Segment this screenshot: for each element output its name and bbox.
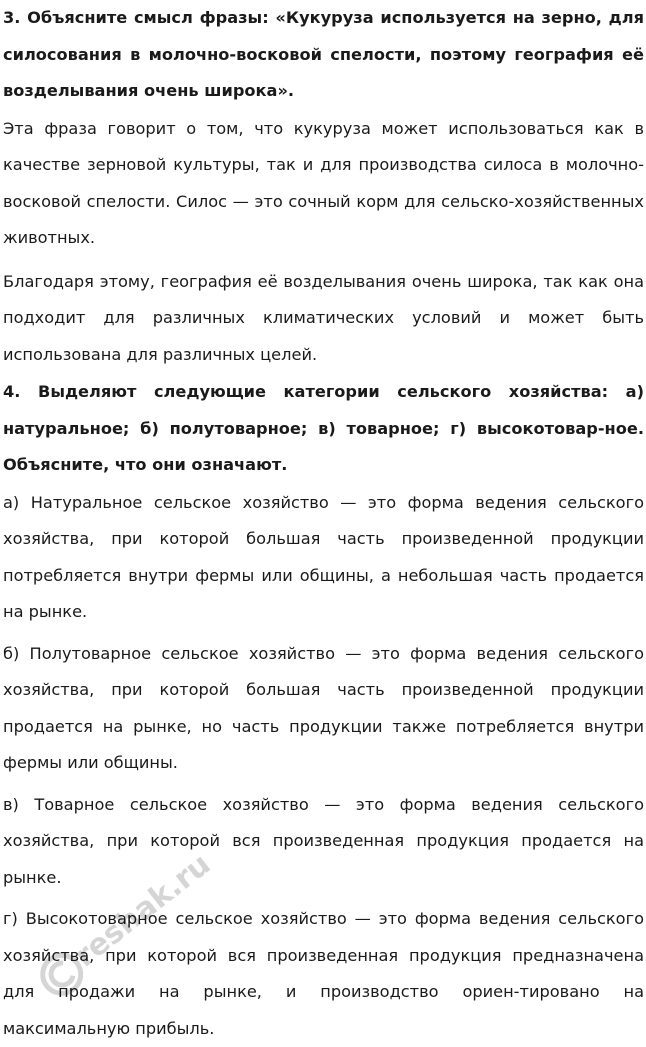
question-4-answer-a: а) Натуральное сельское хозяйство — это форма ведения сельского хозяйства, при которой большая часть произведенной продукции потребляется внутри фермы или общины, а небольшая часть продается на рынке. — [3, 492, 644, 621]
question-3 — [3, 0, 644, 373]
watermark-text: reshak.ru — [67, 846, 218, 975]
question-4-answer-v: в) Товарное сельское хозяйство — это форма ведения сельского хозяйства, при которой вся произведенная продукция продается на рынке. — [3, 794, 644, 887]
question-4 — [3, 374, 644, 1047]
question-3-answer-paragraph-1: Эта фраза говорит о том, что кукуруза может использоваться как в качестве зерновой культуры, так и для производства силоса в молочно-восковой спелости. Силос — это сочный корм для сельско-хозяйственных животных. — [3, 118, 644, 247]
question-3-answer-paragraph-2: Благодаря этому, география её возделывания очень широка, так как она подходит для различных климатических условий и может быть использована для различных целей. — [3, 271, 644, 364]
question-3-heading: 3. Объясните смысл фразы: «Кукуруза используется на зерно, для силосования в молочно-восковой спелости, поэтому география её возделывания очень широка». — [3, 8, 644, 100]
question-4-answer-b: б) Полутоварное сельское хозяйство — это форма ведения сельского хозяйства, при которой большая часть произведенной продукции продается на рынке, но часть продукции также потребляется внутри фермы или общины. — [3, 643, 644, 772]
question-4-answer-g: г) Высокотоварное сельское хозяйство — это форма ведения сельского хозяйства, при которой вся произведенная продукция предназначена для продажи на рынке, и производство ориен-тировано на максимальную прибыль. — [3, 909, 644, 1038]
question-4-heading: 4. Выделяют следующие категории сельского хозяйства: а) натуральное; б) полутоварное; в) товарное; г) высокотовар-ное. Объясните, что они означают. — [3, 382, 644, 474]
